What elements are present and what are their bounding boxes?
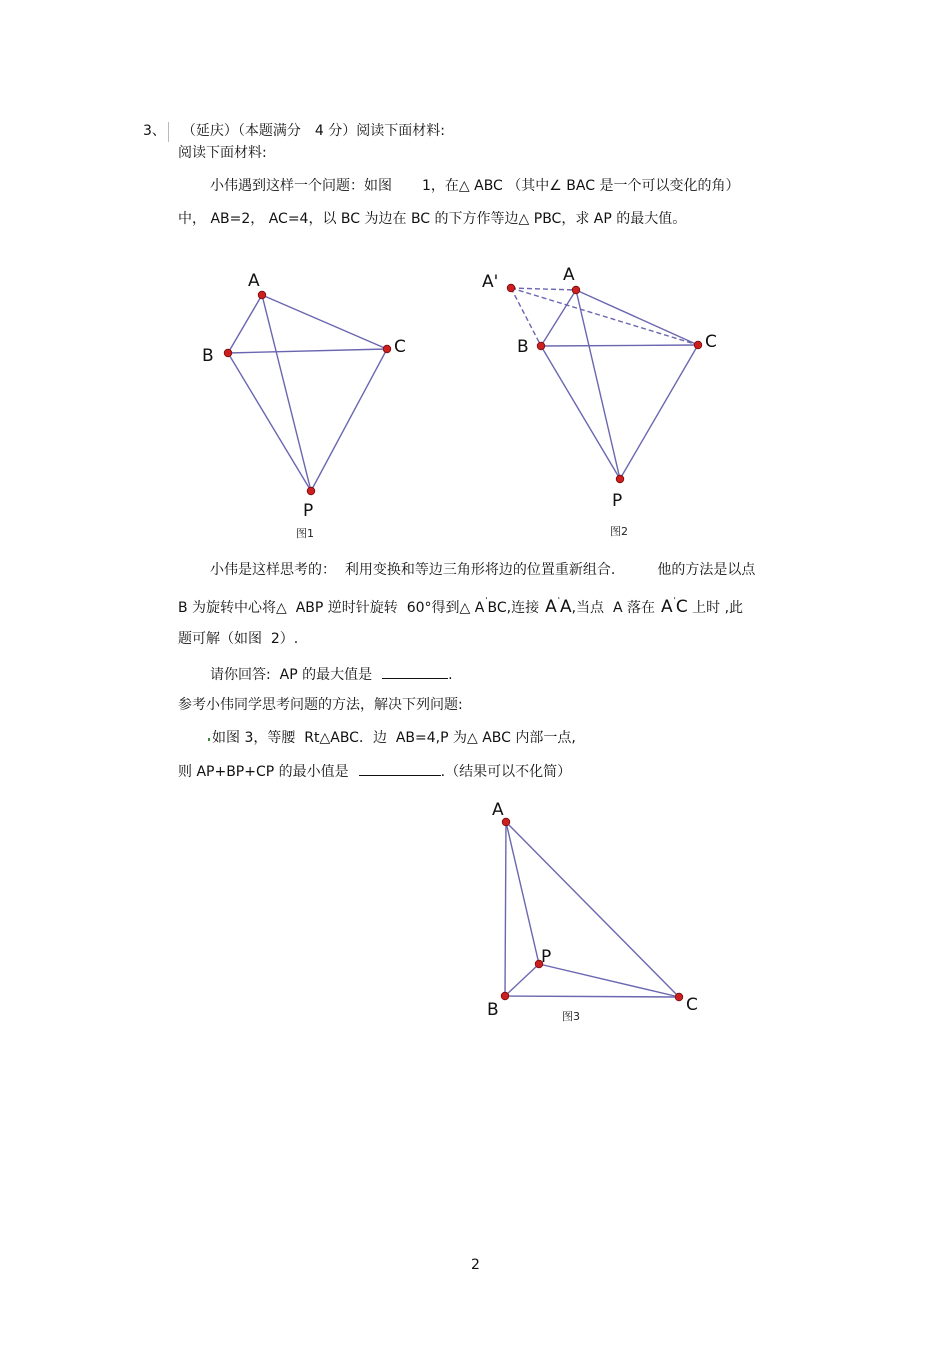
prime-mark: ' (485, 596, 488, 605)
fig2-point-a (572, 286, 580, 294)
problem-line-1b: 1，在△ ABC （其中∠ BAC 是一个可以变化的角） (422, 178, 740, 194)
fig3-edge-cp (539, 964, 679, 997)
fig2-point-b (537, 342, 545, 350)
fig3-label-c: C (686, 995, 698, 1015)
fig2-label-p: P (612, 491, 623, 511)
method-line-1a: 小伟是这样思考的： 利用变换和等边三角形将边的位置重新组合. (210, 562, 616, 578)
figure-2 (482, 265, 717, 538)
answer-1-end: . (448, 667, 453, 683)
problem-line-2: 中， AB=2， AC=4，以 BC 为边在 BC 的下方作等边△ PBC，求 AP 的最大值。 (178, 211, 687, 227)
fig2-dash-a-prime-c (511, 288, 698, 345)
method-line-2c: ,当点 A 落在 (571, 600, 655, 616)
fig3-edge-ab (505, 822, 506, 996)
page-number: 2 (471, 1257, 480, 1273)
answer-2-blank[interactable] (359, 761, 441, 776)
question-2-line-1: 如图 3，等腰 Rt△ABC．边 AB=4,P 为△ ABC 内部一点, (212, 730, 576, 746)
reference-line: 参考小伟同学思考问题的方法，解决下列问题: (178, 697, 463, 713)
fig3-label-b: B (487, 1000, 499, 1020)
segment-a-prime-c: A'C (660, 596, 688, 617)
subheading: 阅读下面材料: (178, 145, 267, 161)
method-line-1b: 他的方法是以点 (657, 562, 756, 578)
fig2-label-a-prime: A' (482, 272, 499, 292)
fig3-edge-bp (505, 964, 539, 996)
fig1-edge-ac (262, 295, 387, 349)
fig3-caption: 图3 (562, 1010, 580, 1023)
question-2-line-2 (178, 761, 571, 781)
fig1-label-a: A (248, 271, 260, 291)
fig2-edge-bc (541, 345, 698, 346)
fig2-point-a-prime (507, 284, 515, 292)
fig2-label-c: C (705, 332, 717, 352)
fig1-label-b: B (202, 346, 214, 366)
fig1-point-a (258, 291, 266, 299)
tick-mark (208, 738, 210, 741)
fig2-label-b: B (517, 337, 529, 357)
fig2-edge-bp (541, 346, 620, 479)
method-line-2d: 上时 ,此 (687, 600, 744, 616)
seg1-end: A (559, 597, 572, 617)
fig2-dash-a-prime-a (511, 288, 576, 290)
figure-1 (202, 271, 406, 540)
question-source: （延庆）（本题满分 (181, 123, 301, 139)
fig2-edge-ap (576, 290, 620, 479)
fig2-point-p (616, 475, 624, 483)
question-2-line-2a: 则 AP+BP+CP 的最小值是 (178, 764, 349, 780)
fig3-point-c (675, 993, 683, 1001)
fig1-edge-ab (228, 295, 262, 353)
question-number: 3、 (143, 123, 166, 139)
seg2-start: A (660, 597, 673, 617)
figure-3 (487, 800, 698, 1023)
fig3-edge-bc (505, 996, 679, 997)
seg1-start: A (545, 597, 557, 617)
fig1-edge-ap (262, 295, 311, 491)
seg2-end: C (675, 597, 688, 617)
method-line-3: 题可解（如图 2）. (178, 631, 299, 647)
fig3-point-b (501, 992, 509, 1000)
fig1-caption: 图1 (296, 527, 314, 540)
fig2-edge-ac (576, 290, 698, 345)
fig2-edge-cp (620, 345, 698, 479)
fig3-label-a: A (492, 800, 504, 820)
fig1-label-p: P (303, 501, 314, 521)
fig1-point-p (307, 487, 315, 495)
segment-a-prime-a: A'A (545, 596, 572, 617)
fig1-point-c (383, 345, 391, 353)
method-line-2b: BC,连接 (487, 600, 540, 616)
fig1-label-c: C (394, 337, 406, 357)
answer-1-line (210, 664, 453, 684)
question-2-line-2b: .（结果可以不化简） (440, 764, 572, 780)
answer-1-prompt: 请你回答: AP 的最大值是 (210, 667, 373, 683)
fig1-edge-bc (228, 349, 387, 353)
fig3-label-p: P (541, 947, 552, 967)
fig1-point-b (224, 349, 232, 357)
fig1-edge-cp (311, 349, 387, 491)
fig2-point-c (694, 341, 702, 349)
fig1-edge-bp (228, 353, 311, 491)
fig2-caption: 图2 (610, 525, 628, 538)
problem-line-1a: 小伟遇到这样一个问题：如图 (210, 178, 392, 194)
answer-1-blank[interactable] (382, 664, 448, 679)
method-line-2 (178, 598, 743, 619)
method-line-1 (210, 561, 755, 579)
method-line-2a: B 为旋转中心将△ ABP 逆时针旋转 60°得到△ A (178, 600, 485, 616)
fig3-edge-ap (506, 822, 539, 964)
question-score: 4 分）阅读下面材料: (314, 123, 445, 139)
fig2-label-a: A (563, 265, 575, 285)
